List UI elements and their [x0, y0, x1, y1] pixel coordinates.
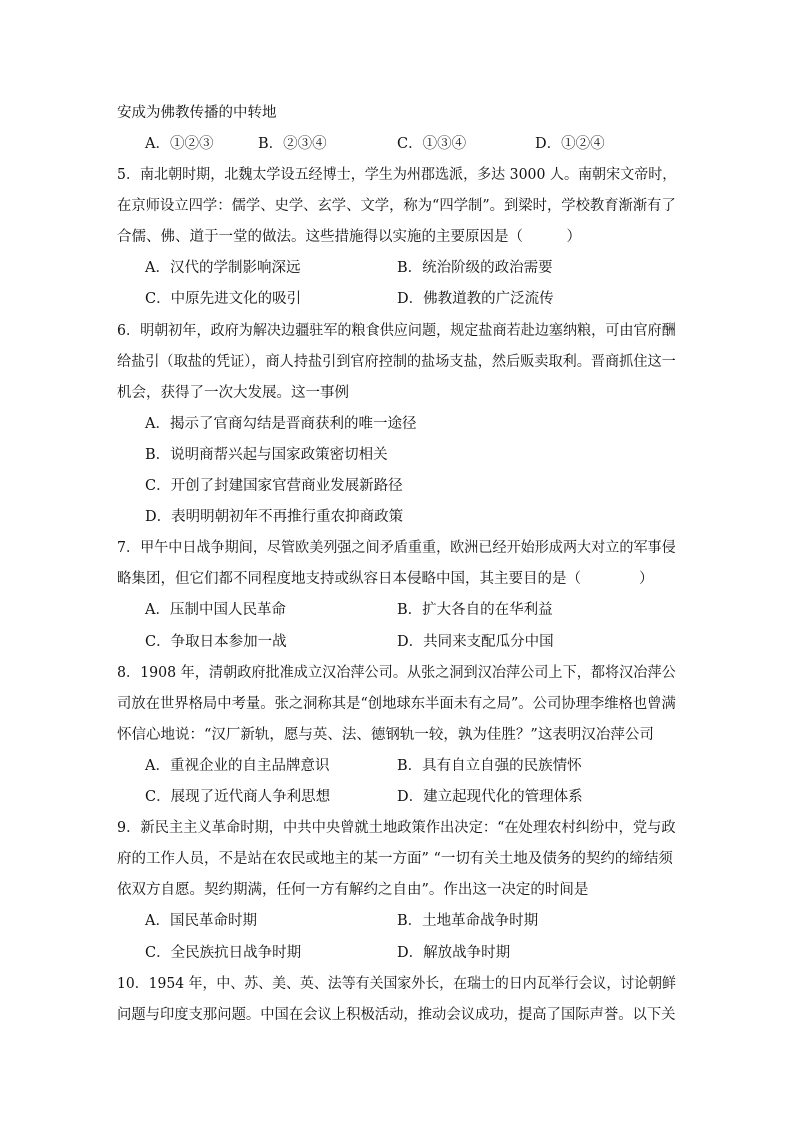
q7-option-b: B．扩大各自的在华利益: [397, 602, 553, 618]
q5-stem-line-1: 5．南北朝时期，北魏太学设五经博士，学生为州郡选派，多达 3000 人。南朝宋文帝时，: [117, 167, 677, 183]
q8-option-a: A．重视企业的自主品牌意识: [145, 758, 330, 774]
q10-stem-line-2: 问题与印度支那问题。中国在会议上积极活动，推动会议成功，提高了国际声誉。以下关: [117, 1007, 676, 1023]
q6-stem-line-3: 机会，获得了一次大发展。这一事例: [117, 385, 349, 401]
q8-stem-line-3: 怀信心地说：“汉厂新轨，愿与英、法、德钢轨一较，孰为佳胜？”这表明汉冶萍公司: [117, 727, 654, 743]
q5-option-d: D．佛教道教的广泛流传: [397, 291, 554, 307]
q5-stem-line-3: 合儒、佛、道于一堂的做法。这些措施得以实施的主要原因是（ ）: [117, 229, 581, 245]
q7-option-d: D．共同来支配瓜分中国: [397, 634, 554, 650]
q8-option-d: D．建立起现代化的管理体系: [397, 789, 583, 805]
q8-option-b: B．具有自立自强的民族情怀: [397, 758, 582, 774]
q6-stem-line-1: 6．明朝初年，政府为解决边疆驻军的粮食供应问题，规定盐商若赴边塞纳粮，可由官府酬: [117, 323, 676, 339]
q9-stem-line-1: 9．新民主主义革命时期，中共中央曾就土地政策作出决定：“在处理农村纠纷中，党与政: [117, 820, 676, 836]
q6-option-c: C．开创了封建国家官营商业发展新路径: [145, 478, 403, 494]
q5-stem-line-2: 在京师设立四学：儒学、史学、玄学、文学，称为“四学制”。到梁时，学校教育渐渐有了: [117, 198, 676, 214]
q8-option-c: C．展现了近代商人争利思想: [145, 789, 331, 805]
q4-option-b: B．②③④: [258, 136, 327, 152]
q9-option-a: A．国民革命时期: [145, 913, 257, 929]
q4-option-c: C．①③④: [397, 136, 467, 152]
q4-option-a: A．①②③: [145, 136, 214, 152]
q5-option-a: A．汉代的学制影响深远: [145, 260, 301, 276]
q9-option-d: D．解放战争时期: [397, 945, 511, 961]
q8-stem-line-2: 司放在世界格局中考量。张之洞称其是“创地球东半面未有之局”。公司协理李维格也曾满: [117, 696, 676, 712]
q7-option-c: C．争取日本参加一战: [145, 634, 287, 650]
q8-stem-line-1: 8．1908 年，清朝政府批准成立汉冶萍公司。从张之洞到汉冶萍公司上下，都将汉冶萍公: [117, 665, 676, 681]
q6-stem-line-2: 给盐引（取盐的凭证），商人持盐引到官府控制的盐场支盐，然后贩卖取利。晋商抓住这一: [117, 354, 676, 370]
q9-stem-line-3: 依双方自愿。契约期满，任何一方有解约之自由”。作出这一决定的时间是: [117, 882, 589, 898]
q6-option-d: D．表明明朝初年不再推行重农抑商政策: [145, 509, 404, 525]
q5-option-c: C．中原先进文化的吸引: [145, 291, 302, 307]
q6-option-b: B．说明商帮兴起与国家政策密切相关: [145, 447, 388, 463]
q4-stem-tail: 安成为佛教传播的中转地: [117, 105, 277, 121]
q7-stem-line-1: 7．甲午中日战争期间，尽管欧美列强之间矛盾重重，欧洲已经开始形成两大对立的军事侵: [117, 540, 676, 556]
q7-stem-line-2: 略集团，但它们都不同程度地支持或纵容日本侵略中国，其主要目的是（ ）: [117, 571, 654, 587]
q10-stem-line-1: 10．1954 年，中、苏、美、英、法等有关国家外长，在瑞士的日内瓦举行会议，讨论朝鲜: [117, 976, 676, 992]
q6-option-a: A．揭示了官商勾结是晋商获利的唯一途径: [145, 416, 417, 432]
q5-option-b: B．统治阶级的政治需要: [397, 260, 553, 276]
q4-option-d: D．①②④: [535, 136, 605, 152]
q9-option-c: C．全民族抗日战争时期: [145, 945, 302, 961]
q7-option-a: A．压制中国人民革命: [145, 602, 286, 618]
q9-stem-line-2: 府的工作人员，不是站在农民或地主的某一方面” “一切有关土地及债务的契约的缔结须: [117, 851, 673, 867]
q9-option-b: B．土地革命战争时期: [397, 913, 539, 929]
